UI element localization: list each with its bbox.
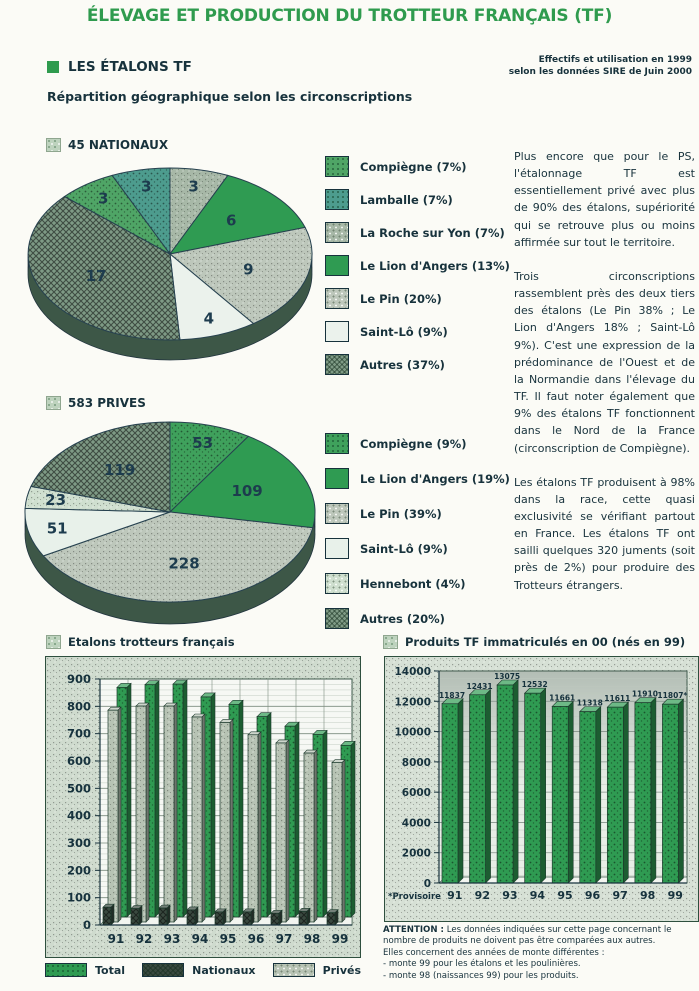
pie-slice-value: 119 bbox=[104, 461, 136, 480]
chartL-header bbox=[46, 635, 235, 649]
bar-prives-99-side bbox=[342, 760, 345, 922]
pie-chart-nationaux bbox=[18, 154, 318, 384]
bar-nationaux-94 bbox=[187, 910, 195, 925]
section-header bbox=[47, 59, 192, 75]
bar-value-label: 11318 bbox=[576, 698, 603, 708]
bar-total-91-side bbox=[127, 683, 131, 917]
pie-slice-value: 9 bbox=[243, 260, 254, 279]
bar-nationaux-91-side bbox=[111, 904, 114, 925]
pie2-title: 583 PRIVES bbox=[68, 396, 146, 410]
paragraph-2: Trois circonscriptions rassemblent près des deux tiers des étalons (Le Pin 38% ; Le Lion d'Angers 18% ; Saint-Lô 9%). C'est une expression de la prédominance de l'Ouest et de la Normandie dans l'élevage du TF. Il faut noter également que 9% des étalons TF fonctionnent dans le Nord de la France (circonscription de Compiègne). bbox=[514, 269, 695, 455]
pie-slice-value: 4 bbox=[203, 309, 215, 328]
bar-produits-93 bbox=[497, 685, 513, 883]
bar-value-label: 12532 bbox=[521, 680, 548, 690]
legend-label: La Roche sur Yon (7%) bbox=[360, 225, 505, 240]
paragraph-1: Plus encore que pour le PS, l'étalonnage TF est essentiellement privé avec plus de 90% des étalons, supériorité qui se retrouve plus ou moins affirmée sur tout le territoire. bbox=[514, 150, 695, 249]
legend-label: Nationaux bbox=[192, 963, 256, 977]
legend-swatch-icon bbox=[325, 433, 349, 454]
legend-swatch-icon bbox=[325, 156, 349, 177]
pie-slice-value: 3 bbox=[97, 189, 109, 208]
bar-produits-98-side bbox=[651, 698, 656, 883]
bar-prives-97-side bbox=[286, 740, 289, 922]
pie1-title: 45 NATIONAUX bbox=[68, 138, 169, 152]
legend-swatch-icon bbox=[325, 503, 349, 524]
x-axis-label: 91 bbox=[447, 889, 463, 902]
legend-swatch-icon bbox=[325, 538, 349, 559]
bar-prives-95-side bbox=[230, 719, 233, 922]
chartR-title: Produits TF immatriculés en 00 (nés en 99) bbox=[405, 635, 686, 649]
bar-prives-91 bbox=[108, 710, 118, 922]
bar-nationaux-95 bbox=[215, 912, 223, 925]
pie-chart-prives bbox=[18, 412, 318, 644]
legend-swatch-icon bbox=[325, 354, 349, 375]
legend-swatch-icon bbox=[325, 288, 349, 309]
bar-prives-93 bbox=[164, 706, 174, 922]
legend-label: Le Lion d'Angers (19%) bbox=[360, 471, 510, 486]
source-line-2: selon les données SIRE de Juin 2000 bbox=[508, 66, 692, 77]
legend-swatch-icon bbox=[325, 608, 349, 629]
bar-produits-92-side bbox=[486, 690, 491, 883]
x-axis-label: 96 bbox=[584, 889, 601, 902]
bar-total-99-side bbox=[351, 741, 355, 917]
attention-bullet-1: - monte 99 pour les étalons et les poulinières. bbox=[383, 959, 581, 970]
bar-produits-96 bbox=[580, 712, 596, 883]
body-text-column bbox=[514, 148, 695, 611]
bar-total-93-side bbox=[183, 680, 187, 917]
bar-prives-94-side bbox=[202, 714, 205, 922]
bar-prives-98 bbox=[304, 753, 314, 922]
texture-square-icon bbox=[46, 138, 61, 152]
legend-label: Autres (37%) bbox=[360, 357, 445, 372]
pie-slice-value: 228 bbox=[168, 554, 200, 573]
x-axis-label: 93 bbox=[502, 889, 518, 902]
x-axis-label: 98 bbox=[303, 932, 321, 946]
legend-item-1 bbox=[142, 963, 255, 977]
legend-label: Hennebont (4%) bbox=[360, 576, 466, 591]
bar-prives-99 bbox=[332, 763, 342, 922]
x-axis-label: 97 bbox=[612, 889, 628, 902]
texture-square-icon bbox=[46, 635, 61, 649]
legend-label: Compiègne (7%) bbox=[360, 159, 467, 174]
pie1-header bbox=[46, 138, 168, 152]
bar-value-label: 11611 bbox=[604, 694, 631, 704]
bar-nationaux-98-side bbox=[307, 908, 310, 925]
x-axis-label: 95 bbox=[219, 932, 237, 946]
bar-nationaux-97 bbox=[271, 913, 279, 925]
pie-slice-value: 51 bbox=[46, 519, 68, 538]
bar-produits-91-side bbox=[458, 699, 463, 883]
legend-item-2 bbox=[325, 216, 510, 249]
bar-chart-produits-svg bbox=[385, 657, 698, 921]
bar-nationaux-96 bbox=[243, 912, 251, 925]
legend-item-5 bbox=[325, 601, 510, 636]
legend-label: Total bbox=[95, 963, 126, 977]
x-axis-label: 92 bbox=[474, 889, 490, 902]
bar-produits-93-side bbox=[513, 680, 518, 883]
pie-slice-value: 3 bbox=[188, 177, 199, 196]
bar-nationaux-92 bbox=[131, 909, 139, 925]
legend-item-0 bbox=[325, 150, 510, 183]
legend-swatch-icon bbox=[325, 321, 349, 342]
bar-total-98-side bbox=[323, 730, 327, 917]
legend-item-2 bbox=[325, 496, 510, 531]
bar-nationaux-99 bbox=[327, 913, 335, 925]
legend-item-2 bbox=[273, 963, 361, 977]
y-axis-label: 500 bbox=[66, 781, 91, 796]
bar-produits-94-side bbox=[541, 688, 546, 883]
legend-swatch-icon bbox=[325, 255, 349, 276]
source-line-1: Effectifs et utilisation en 1999 bbox=[538, 55, 692, 65]
pie2-legend bbox=[325, 426, 510, 636]
paragraph-3: Les étalons TF produisent à 98% dans la race, cette quasi exclusivité se vérifiant partout en France. Les étalons TF ont sailli quelques 320 juments (soit près de 2%) pour produire des Trotteurs étrangers. bbox=[514, 475, 695, 592]
legend-item-6 bbox=[325, 348, 510, 381]
legend-label: Saint-Lô (9%) bbox=[360, 541, 448, 556]
legend-label: Compiègne (9%) bbox=[360, 436, 467, 451]
y-axis-label: 8000 bbox=[401, 756, 431, 769]
legend-swatch-icon bbox=[325, 573, 349, 594]
attention-label: ATTENTION : bbox=[383, 925, 444, 935]
legend-swatch-icon bbox=[45, 963, 87, 977]
y-axis-label: 10000 bbox=[394, 726, 431, 739]
y-axis-label: 700 bbox=[66, 726, 91, 741]
pie2-header bbox=[46, 396, 146, 410]
y-axis-label: 900 bbox=[66, 672, 91, 686]
legend-swatch-icon bbox=[325, 222, 349, 243]
texture-square-icon bbox=[383, 635, 398, 649]
legend-item-0 bbox=[325, 426, 510, 461]
legend-label: Saint-Lô (9%) bbox=[360, 324, 448, 339]
legend-label: Le Pin (39%) bbox=[360, 506, 442, 521]
bar-chart-etalons-svg bbox=[46, 657, 360, 957]
legend-item-3 bbox=[325, 531, 510, 566]
x-axis-label: 98 bbox=[640, 889, 656, 902]
legend-label: Lamballe (7%) bbox=[360, 192, 453, 207]
bar-prives-91-side bbox=[118, 707, 121, 922]
bar-nationaux-92-side bbox=[139, 906, 142, 925]
bar-nationaux-93 bbox=[159, 908, 167, 925]
pie-slice-value: 53 bbox=[192, 433, 214, 452]
bar-value-label: 11661 bbox=[549, 693, 576, 703]
bar-produits-96-side bbox=[596, 707, 601, 883]
attention-bullet-2: - monte 98 (naissances 99) pour les produits. bbox=[383, 970, 579, 981]
y-axis-label: 200 bbox=[66, 863, 91, 878]
bar-nationaux-93-side bbox=[167, 905, 170, 925]
bar-prives-92 bbox=[136, 706, 146, 922]
x-axis-label: 92 bbox=[135, 932, 153, 946]
legend-label: Autres (20%) bbox=[360, 611, 445, 626]
bar-chart-etalons bbox=[45, 656, 361, 958]
bar-produits-95 bbox=[552, 706, 568, 883]
bar-prives-92-side bbox=[146, 703, 149, 922]
bar-prives-96-side bbox=[258, 732, 261, 922]
texture-square-icon bbox=[46, 396, 61, 410]
bar-total-95-side bbox=[239, 700, 243, 917]
y-axis-label: 6000 bbox=[401, 787, 431, 800]
provisoire-footnote: *Provisoire bbox=[388, 892, 441, 902]
pie-slice-value: 6 bbox=[225, 211, 237, 230]
bar-produits-91 bbox=[442, 704, 458, 883]
legend-item-4 bbox=[325, 566, 510, 601]
y-axis-label: 12000 bbox=[394, 696, 431, 709]
pie1-legend bbox=[325, 150, 510, 381]
bar-prives-94 bbox=[192, 717, 202, 922]
bar-prives-93-side bbox=[174, 703, 177, 922]
bar-prives-96 bbox=[248, 735, 258, 922]
chartL-title: Etalons trotteurs français bbox=[68, 635, 235, 649]
bar-nationaux-91 bbox=[103, 907, 111, 925]
bar-total-92-side bbox=[155, 681, 159, 917]
bar-total-94-side bbox=[211, 693, 215, 917]
x-axis-label: 93 bbox=[163, 932, 181, 946]
legend-item-1 bbox=[325, 183, 510, 216]
bar-value-label: 11910 bbox=[631, 689, 658, 699]
x-axis-label: 99 bbox=[331, 932, 349, 946]
x-axis-label: 94 bbox=[191, 932, 209, 946]
bar-nationaux-95-side bbox=[223, 909, 226, 925]
bar-produits-97 bbox=[607, 707, 623, 883]
pie-slice-value: 109 bbox=[231, 482, 263, 501]
y-axis-label: 600 bbox=[66, 754, 91, 768]
legend-swatch-icon bbox=[325, 189, 349, 210]
bar-produits-99-side bbox=[678, 699, 683, 883]
y-axis-label: 4000 bbox=[401, 817, 431, 830]
legend-item-1 bbox=[325, 461, 510, 496]
bar-nationaux-96-side bbox=[251, 909, 254, 925]
bar-produits-99 bbox=[662, 704, 678, 883]
bar-prives-97 bbox=[276, 743, 286, 922]
bar-produits-97-side bbox=[623, 702, 628, 883]
y-axis-label: 14000 bbox=[394, 666, 431, 678]
y-axis-label: 400 bbox=[66, 808, 91, 823]
bar-produits-98 bbox=[635, 703, 651, 883]
bar-value-label: 11807* bbox=[657, 691, 688, 701]
legend-swatch-icon bbox=[325, 468, 349, 489]
bar-chart-produits bbox=[384, 656, 699, 922]
x-axis-label: 91 bbox=[107, 932, 125, 946]
bar-prives-95 bbox=[220, 722, 230, 922]
page-subtitle: Répartition géographique selon les circonscriptions bbox=[47, 89, 413, 104]
bar-value-label: 13075 bbox=[494, 672, 521, 682]
y-axis-label: 0 bbox=[423, 878, 431, 890]
pie-slice-value: 23 bbox=[45, 491, 67, 510]
legend-swatch-icon bbox=[142, 963, 184, 977]
x-axis-label: 96 bbox=[247, 932, 265, 946]
bar-nationaux-98 bbox=[299, 911, 307, 925]
green-square-icon bbox=[47, 61, 59, 73]
bar-nationaux-94-side bbox=[195, 907, 198, 925]
legend-swatch-icon bbox=[273, 963, 315, 977]
bar-produits-95-side bbox=[568, 701, 573, 883]
bar-prives-98-side bbox=[314, 750, 317, 922]
y-axis-label: 300 bbox=[66, 836, 91, 850]
bar-value-label: 11837 bbox=[438, 690, 466, 700]
section-label: LES ÉTALONS TF bbox=[68, 59, 192, 75]
bar-series-legend bbox=[45, 963, 361, 977]
legend-item-0 bbox=[45, 963, 125, 977]
pie-slice-value: 17 bbox=[85, 266, 107, 285]
bar-value-label: 12431 bbox=[466, 681, 493, 691]
bar-produits-94 bbox=[525, 693, 541, 883]
legend-item-4 bbox=[325, 282, 510, 315]
legend-label: Le Pin (20%) bbox=[360, 291, 442, 306]
bar-nationaux-99-side bbox=[335, 910, 338, 925]
bar-nationaux-97-side bbox=[279, 910, 282, 925]
attention-line2: Elles concernent des années de monte différentes : bbox=[383, 947, 605, 958]
x-axis-label: 97 bbox=[275, 932, 293, 946]
y-axis-label: 2000 bbox=[401, 847, 431, 860]
y-axis-label: 100 bbox=[66, 890, 91, 905]
legend-label: Le Lion d'Angers (13%) bbox=[360, 258, 510, 273]
x-axis-label: 94 bbox=[529, 889, 546, 902]
pie-slice-value: 3 bbox=[141, 177, 152, 196]
y-axis-label: 800 bbox=[66, 699, 91, 714]
source-note bbox=[462, 55, 692, 78]
attention-intro: Les données indiquées sur cette page concernant le nombre de produits ne doivent pas être comparées aux autres. bbox=[383, 925, 672, 947]
bar-total-96-side bbox=[267, 713, 271, 917]
legend-item-3 bbox=[325, 249, 510, 282]
legend-item-5 bbox=[325, 315, 510, 348]
bar-produits-92 bbox=[470, 695, 486, 883]
chartR-header bbox=[383, 635, 685, 649]
bar-total-97-side bbox=[295, 722, 299, 917]
attention-note bbox=[383, 925, 698, 982]
legend-label: Privés bbox=[322, 963, 361, 977]
x-axis-label: 99 bbox=[667, 889, 683, 902]
y-axis-label: 0 bbox=[82, 918, 91, 932]
page-title: ÉLEVAGE ET PRODUCTION DU TROTTEUR FRANÇAIS (TF) bbox=[86, 6, 613, 26]
x-axis-label: 95 bbox=[557, 889, 573, 902]
